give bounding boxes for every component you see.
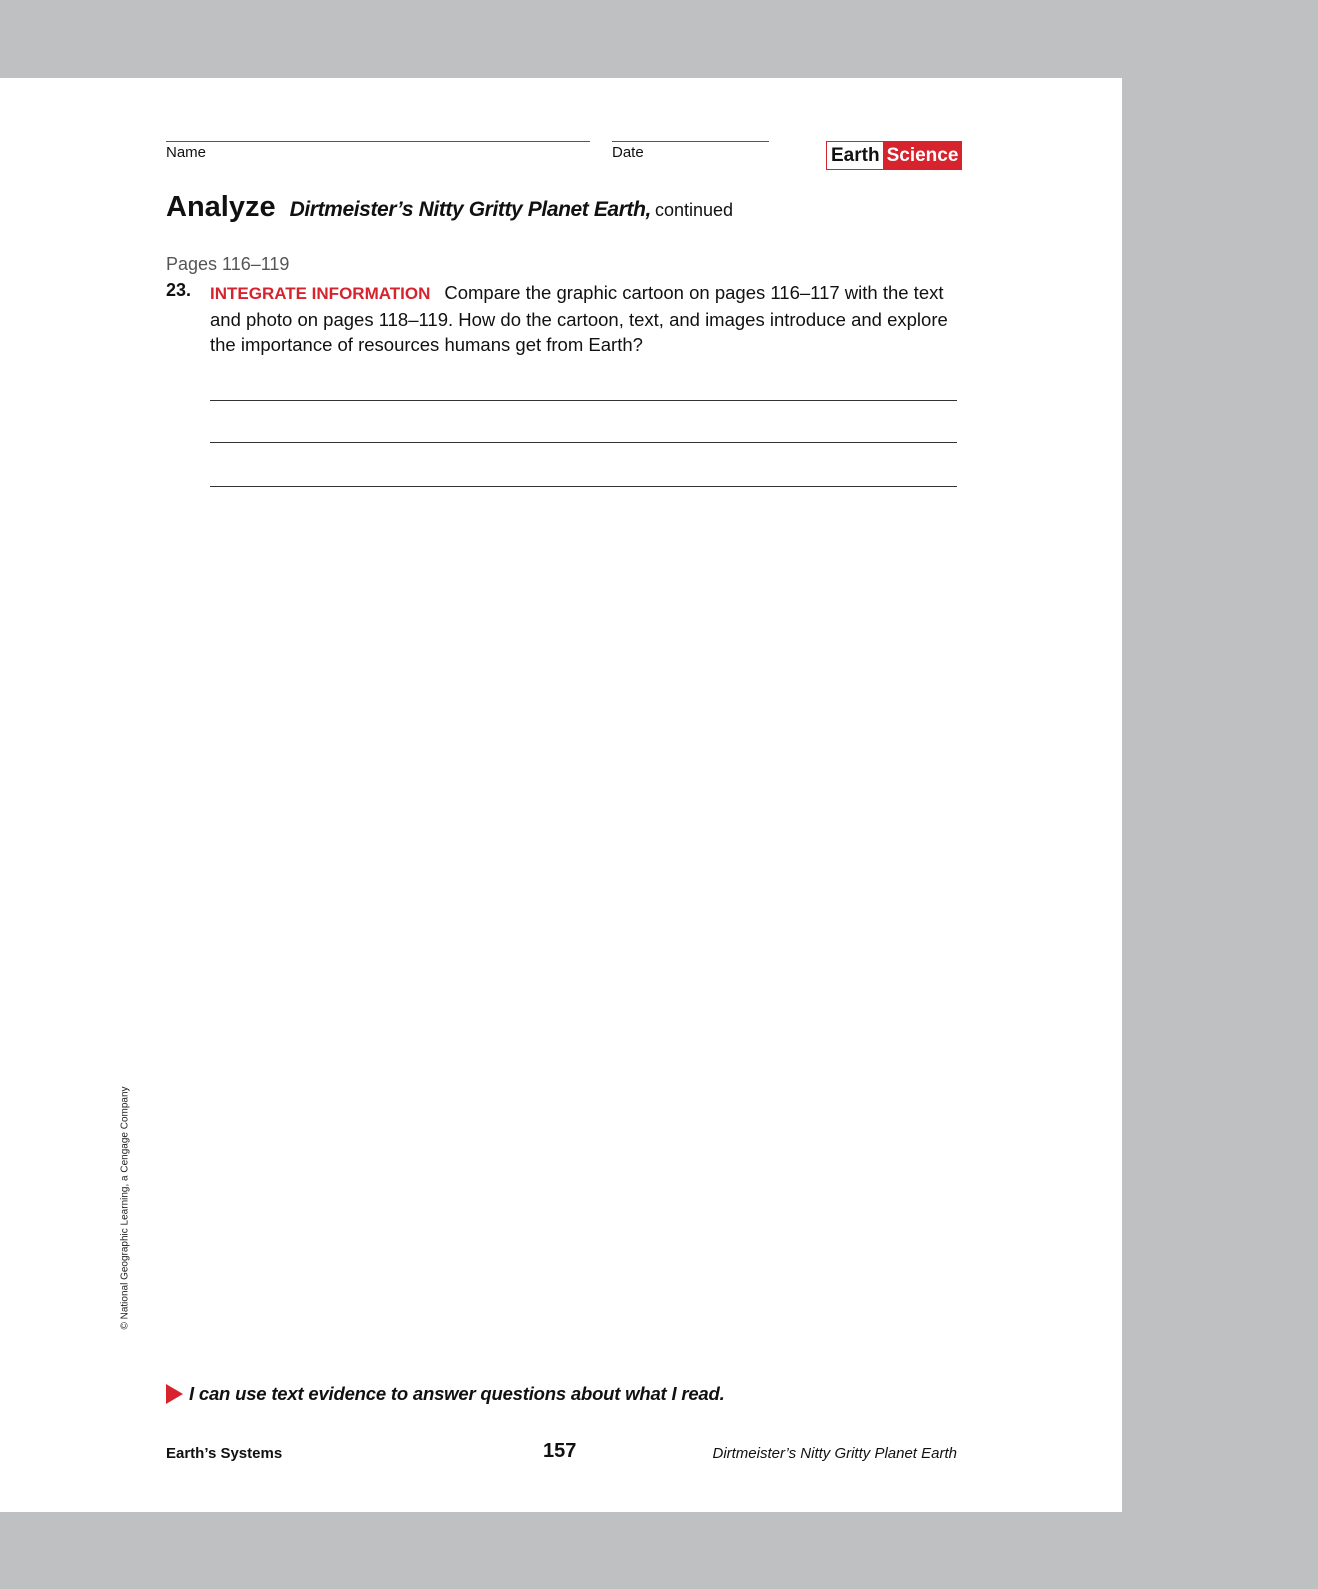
page-title bbox=[166, 191, 733, 224]
question-number: 23. bbox=[166, 280, 192, 300]
title-analyze: Analyze bbox=[166, 191, 276, 223]
badge-earth: Earth bbox=[827, 142, 883, 169]
answer-line-2[interactable] bbox=[210, 442, 957, 443]
question-body: Compare the graphic cartoon on pages 116–117 with the text and photo on pages 118–119. How do the cartoon, text, and images introduce and explore the importance of resources humans get from Earth? bbox=[210, 282, 948, 355]
name-label: Name bbox=[166, 144, 207, 161]
date-line[interactable] bbox=[612, 141, 769, 142]
goal-text: I can use text evidence to answer questions about what I read. bbox=[189, 1383, 725, 1404]
answer-line-3[interactable] bbox=[210, 486, 957, 487]
footer-unit: Earth’s Systems bbox=[166, 1445, 283, 1462]
title-book: Dirtmeister’s Nitty Gritty Planet Earth, bbox=[289, 198, 651, 221]
badge-science: Science bbox=[883, 142, 963, 169]
skill-label: INTEGRATE INFORMATION bbox=[210, 284, 431, 303]
date-label: Date bbox=[612, 144, 644, 161]
page-number: 157 bbox=[543, 1440, 577, 1462]
question-text bbox=[210, 280, 960, 358]
learning-goal bbox=[166, 1383, 725, 1405]
triangle-arrow-icon bbox=[166, 1384, 183, 1404]
title-continued: continued bbox=[654, 200, 734, 220]
copyright-notice: © National Geographic Learning, a Cengage Company bbox=[119, 1086, 131, 1330]
name-line[interactable] bbox=[166, 141, 590, 142]
worksheet-page bbox=[0, 78, 1122, 1512]
pages-reference: Pages 116–119 bbox=[166, 254, 290, 274]
earth-science-badge bbox=[826, 141, 962, 170]
footer-book-title: Dirtmeister’s Nitty Gritty Planet Earth bbox=[712, 1445, 957, 1462]
answer-line-1[interactable] bbox=[210, 400, 957, 401]
